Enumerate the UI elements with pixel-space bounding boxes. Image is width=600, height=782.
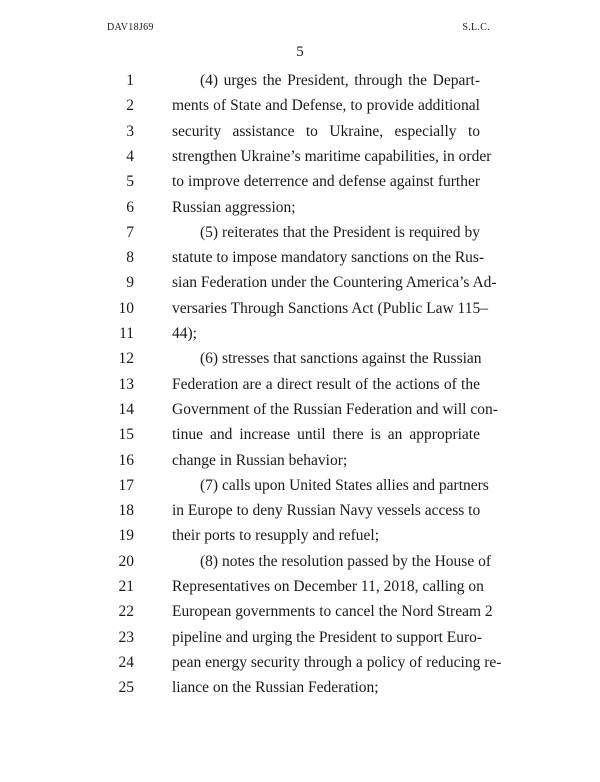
text-line (0, 653, 600, 678)
line-text: (8) notes the resolution passed by the House of (200, 552, 491, 570)
line-number: 16 (118, 451, 134, 469)
text-line (0, 602, 600, 627)
line-text: liance on the Russian Federation; (172, 679, 379, 697)
text-line (0, 678, 600, 703)
line-number: 15 (118, 426, 134, 444)
text-line (0, 172, 600, 197)
line-text: Representatives on December 11, 2018, calling on (172, 578, 484, 595)
line-number: 23 (118, 628, 134, 646)
line-number: 21 (118, 578, 134, 595)
line-number: 1 (126, 72, 134, 89)
line-number: 5 (126, 173, 134, 191)
line-number: 22 (118, 603, 134, 621)
text-line (0, 552, 600, 577)
text-line (0, 451, 600, 476)
line-text: change in Russian behavior; (172, 451, 348, 469)
line-number: 9 (126, 274, 134, 292)
text-line (0, 324, 600, 349)
line-number: 14 (118, 400, 134, 418)
line-number: 6 (126, 198, 134, 216)
line-text: Russian aggression; (172, 198, 296, 216)
text-line (0, 71, 600, 96)
line-text: Government of the Russian Federation and will con- (172, 400, 498, 418)
line-number: 24 (118, 653, 134, 671)
line-text: 44); (172, 325, 197, 342)
line-text: to improve deterrence and defense against further (172, 173, 480, 191)
text-line (0, 122, 600, 147)
line-number: 13 (118, 375, 134, 393)
line-text: strengthen Ukraine’s maritime capabilities, in order (172, 147, 492, 165)
text-line (0, 299, 600, 324)
office-code: S.L.C. (462, 22, 490, 33)
text-line (0, 501, 600, 526)
text-line (0, 400, 600, 425)
line-text: their ports to resupply and refuel; (172, 527, 380, 545)
line-number: 19 (118, 527, 134, 545)
line-text: (7) calls upon United States allies and partners (200, 476, 489, 494)
text-line (0, 375, 600, 400)
line-text: versaries Through Sanctions Act (Public Law 115– (172, 299, 488, 317)
text-line (0, 248, 600, 273)
line-text: Federation are a direct result of the actions of the (172, 375, 480, 393)
text-line (0, 476, 600, 501)
line-number: 8 (126, 249, 134, 267)
line-number: 10 (118, 299, 134, 317)
line-text: pipeline and urging the President to support Euro- (172, 628, 483, 646)
page-number: 5 (296, 44, 304, 60)
line-number: 7 (126, 223, 134, 241)
line-text: security assistance to Ukraine, especially to (172, 122, 480, 140)
text-line (0, 198, 600, 223)
line-text: (4) urges the President, through the Depart- (200, 72, 480, 89)
text-line (0, 223, 600, 248)
line-text: ments of State and Defense, to provide additional (172, 97, 480, 115)
line-text: (5) reiterates that the President is required by (200, 223, 480, 241)
line-text: European governments to cancel the Nord Stream 2 (172, 603, 493, 621)
text-line (0, 96, 600, 121)
text-line (0, 349, 600, 374)
line-text: sian Federation under the Countering America’s Ad- (172, 274, 497, 292)
text-line (0, 425, 600, 450)
line-number: 20 (118, 552, 134, 570)
text-line (0, 147, 600, 172)
line-number: 3 (126, 122, 134, 140)
text-line (0, 526, 600, 551)
line-number: 18 (118, 502, 134, 520)
line-number: 2 (126, 97, 134, 115)
text-line (0, 628, 600, 653)
line-text: pean energy security through a policy of reducing re- (172, 653, 502, 671)
line-number: 12 (118, 350, 134, 368)
line-number: 25 (118, 679, 134, 697)
line-number: 4 (126, 147, 134, 165)
document-id: DAV18J69 (107, 22, 154, 33)
line-text: statute to impose mandatory sanctions on the Rus- (172, 249, 485, 267)
line-text: in Europe to deny Russian Navy vessels access to (172, 502, 481, 520)
text-line (0, 273, 600, 298)
text-line (0, 577, 600, 602)
line-number: 17 (118, 476, 134, 494)
line-text: (6) stresses that sanctions against the Russian (200, 350, 482, 368)
line-number: 11 (119, 325, 134, 342)
line-text: tinue and increase until there is an appropriate (172, 426, 480, 444)
